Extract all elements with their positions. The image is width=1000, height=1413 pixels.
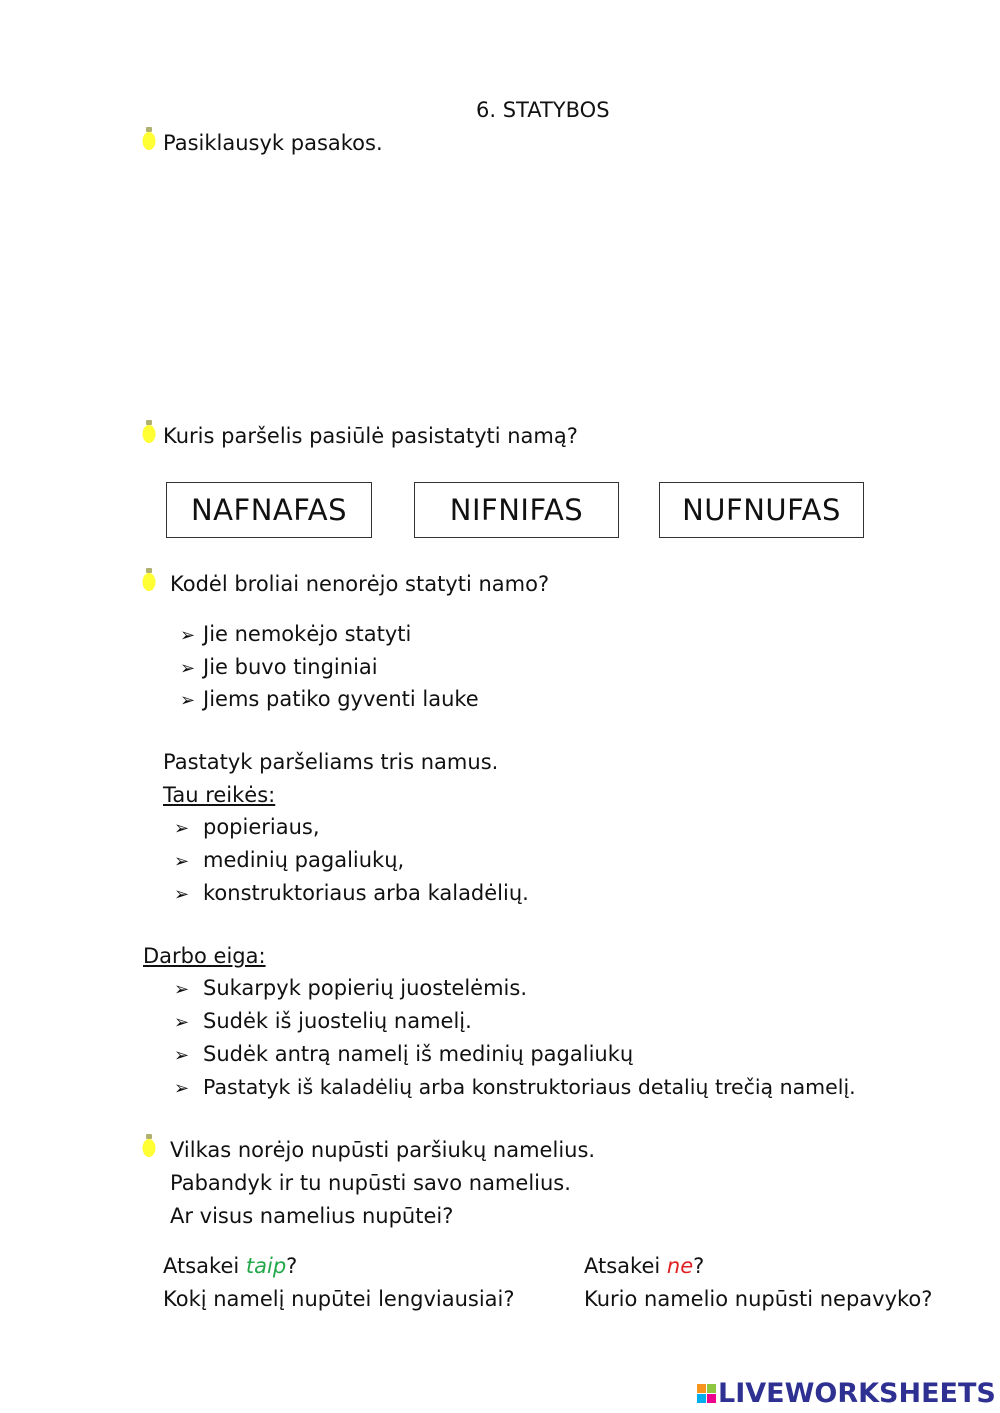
option-nifnifas[interactable]: NIFNIFAS <box>414 482 619 538</box>
arrowhead-icon: ➢ <box>180 625 196 646</box>
step-item: Sudėk iš juostelių namelį. <box>203 1009 472 1033</box>
needs-item: konstruktoriaus arba kaladėlių. <box>203 881 529 905</box>
option-nafnafas[interactable]: NAFNAFAS <box>166 482 372 538</box>
arrowhead-icon: ➢ <box>174 884 190 905</box>
logo-blocks-icon <box>697 1384 716 1403</box>
page-title: 6. STATYBOS <box>476 98 610 122</box>
arrowhead-icon: ➢ <box>174 851 190 872</box>
question-why-not-build: Kodėl broliai nenorėjo statyti namo? <box>170 572 550 596</box>
liveworksheets-logo <box>697 1378 996 1409</box>
needs-item: popieriaus, <box>203 815 320 839</box>
task-build-houses: Pastatyk paršeliams tris namus. <box>163 750 499 774</box>
arrowhead-icon: ➢ <box>174 1045 190 1066</box>
answer-yes-keyword: taip <box>245 1254 287 1278</box>
question-failed-house: Kurio namelio nupūsti nepavyko? <box>584 1287 933 1311</box>
arrowhead-icon: ➢ <box>180 658 196 679</box>
arrowhead-icon: ➢ <box>174 979 190 1000</box>
lightbulb-icon <box>142 127 156 151</box>
answer-no-line <box>584 1256 704 1277</box>
answer-no-keyword: ne <box>666 1254 694 1278</box>
answer-option[interactable]: Jie buvo tinginiai <box>203 655 378 679</box>
answer-no-suffix: ? <box>693 1254 705 1278</box>
answer-yes-suffix: ? <box>286 1254 298 1278</box>
step-item: Pastatyk iš kaladėlių arba konstruktoriaus detalių trečią namelį. <box>203 1075 856 1099</box>
question-which-piglet: Kuris paršelis pasiūlė pasistatyti namą? <box>163 424 578 448</box>
question-easiest-house: Kokį namelį nupūtei lengviausiai? <box>163 1287 515 1311</box>
lightbulb-icon <box>142 1134 156 1158</box>
logo-text: LIVEWORKSHEETS <box>718 1378 996 1409</box>
steps-label: Darbo eiga: <box>143 944 266 968</box>
option-nufnufas[interactable]: NUFNUFAS <box>659 482 864 538</box>
wolf-line: Pabandyk ir tu nupūsti savo namelius. <box>170 1171 571 1195</box>
step-item: Sudėk antrą namelį iš medinių pagaliukų <box>203 1042 634 1066</box>
needs-item: medinių pagaliukų, <box>203 848 405 872</box>
answer-yes-line <box>163 1256 297 1277</box>
answer-option[interactable]: Jiems patiko gyventi lauke <box>203 687 479 711</box>
step-item: Sukarpyk popierių juostelėmis. <box>203 976 527 1000</box>
instruction-listen: Pasiklausyk pasakos. <box>163 131 383 155</box>
lightbulb-icon <box>142 420 156 444</box>
arrowhead-icon: ➢ <box>174 1078 190 1099</box>
answer-option[interactable]: Jie nemokėjo statyti <box>203 622 412 646</box>
needs-label: Tau reikės: <box>163 783 276 807</box>
wolf-line: Vilkas norėjo nupūsti paršiukų namelius. <box>170 1138 596 1162</box>
arrowhead-icon: ➢ <box>174 818 190 839</box>
arrowhead-icon: ➢ <box>174 1012 190 1033</box>
answer-yes-prefix: Atsakei <box>163 1254 246 1278</box>
arrowhead-icon: ➢ <box>180 690 196 711</box>
answer-no-prefix: Atsakei <box>584 1254 667 1278</box>
wolf-line: Ar visus namelius nupūtei? <box>170 1204 454 1228</box>
lightbulb-icon <box>142 568 156 592</box>
